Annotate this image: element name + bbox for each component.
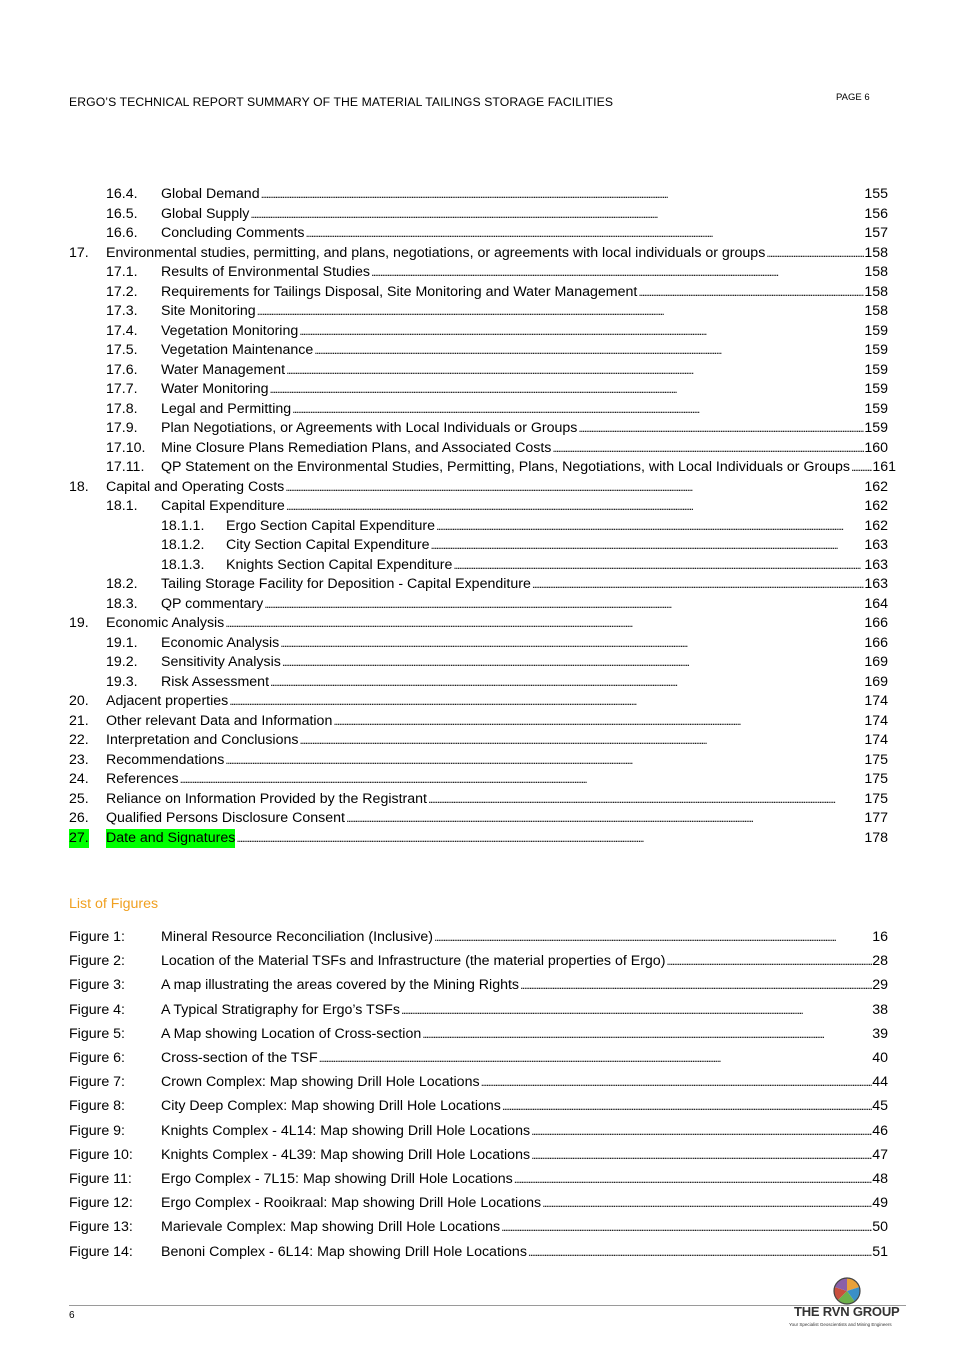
- toc-leader-dots: [577, 419, 864, 438]
- figure-entry-title: A map illustrating the areas covered by the Mining Rights: [161, 977, 520, 994]
- figure-entry-title: Benoni Complex - 6L14: Map showing Drill Hole Locations: [161, 1243, 527, 1260]
- toc-entry-number: 25.: [69, 790, 89, 807]
- toc-leader-dots: [269, 673, 864, 692]
- toc-entry-title: Economic Analysis: [106, 615, 225, 631]
- toc-entry-number: 18.1.2.: [161, 537, 205, 553]
- figure-entry-title: A Typical Stratigraphy for Ergo’s TSFs: [161, 1001, 400, 1018]
- toc-entry-title: Risk Assessment: [161, 673, 270, 690]
- figure-entry-page: 46: [872, 1122, 888, 1139]
- toc-entry-page: 159: [864, 322, 888, 339]
- figure-entry-page: 48: [872, 1171, 888, 1187]
- figure-leader-dots: [519, 976, 872, 995]
- toc-entry[interactable]: [69, 692, 888, 711]
- toc-leader-dots: [370, 263, 864, 282]
- toc-entry[interactable]: [69, 712, 888, 731]
- toc-leader-dots: [228, 692, 864, 711]
- toc-entry-title: Tailing Storage Facility for Deposition - Capital Expenditure: [161, 576, 531, 592]
- toc-leader-dots: [224, 751, 864, 770]
- toc-entry-number: 17.2.: [106, 283, 138, 300]
- toc-entry-page: 162: [864, 517, 888, 534]
- toc-entry[interactable]: [106, 439, 888, 458]
- toc-entry[interactable]: [106, 595, 888, 614]
- toc-entry[interactable]: [106, 283, 888, 302]
- toc-entry-title: Date and Signatures: [106, 829, 236, 846]
- toc-leader-dots: [263, 595, 864, 614]
- toc-entry-page: 175: [864, 771, 888, 787]
- toc-entry-title: City Section Capital Expenditure: [226, 537, 430, 553]
- toc-entry-number: 18.1.3.: [161, 556, 205, 573]
- toc-entry-title: Vegetation Maintenance: [161, 342, 314, 358]
- toc-entry[interactable]: [69, 614, 888, 633]
- toc-entry-page: 163: [864, 537, 888, 553]
- figure-entry-title: Ergo Complex - Rooikraal: Map showing Drill Hole Locations: [161, 1195, 542, 1212]
- toc-entry-number: 24.: [69, 771, 89, 787]
- toc-entry-page: 161: [872, 459, 896, 475]
- figure-entry-label: Figure 10:: [69, 1146, 133, 1163]
- toc-entry-title: Reliance on Information Provided by the Registrant: [106, 790, 427, 807]
- toc-entry-title: Plan Negotiations, or Agreements with Local Individuals or Groups: [161, 420, 578, 436]
- toc-entry-number: 20.: [69, 693, 89, 709]
- toc-entry-page: 177: [864, 810, 888, 826]
- toc-entry-title: Economic Analysis: [161, 634, 280, 651]
- toc-leader-dots: [427, 790, 864, 809]
- figure-entry-page: 28: [872, 953, 888, 970]
- figure-entry[interactable]: [69, 1243, 888, 1262]
- toc-entry-number: 23.: [69, 751, 89, 768]
- figure-entry-title: Ergo Complex - 7L15: Map showing Drill Hole Locations: [161, 1171, 513, 1187]
- toc-entry-number: 16.5.: [106, 205, 138, 222]
- toc-leader-dots: [260, 185, 865, 204]
- toc-leader-dots: [284, 478, 864, 497]
- toc-entry-page: 158: [864, 283, 888, 300]
- figure-entry[interactable]: [69, 1146, 888, 1165]
- toc-entry-page: 155: [864, 186, 888, 202]
- toc-entry-title: Site Monitoring: [161, 303, 256, 319]
- figure-leader-dots: [541, 1194, 872, 1213]
- figure-leader-dots: [513, 1170, 873, 1189]
- toc-leader-dots: [332, 712, 864, 731]
- toc-leader-dots: [235, 829, 864, 848]
- toc-leader-dots: [429, 536, 864, 555]
- figure-entry-title: Cross-section of the TSF: [161, 1050, 318, 1066]
- toc-entry[interactable]: [106, 361, 888, 380]
- toc-entry[interactable]: [106, 575, 888, 594]
- toc-entry-page: 163: [864, 576, 888, 592]
- toc-entry-number: 17.1.: [106, 264, 138, 280]
- toc-entry-number: 18.: [69, 478, 89, 495]
- toc-leader-dots: [435, 517, 864, 536]
- toc-entry-page: 159: [864, 361, 888, 378]
- toc-entry-page: 166: [864, 634, 888, 651]
- toc-entry-title: Capital and Operating Costs: [106, 478, 285, 495]
- figure-entry-label: Figure 1:: [69, 929, 125, 945]
- toc-entry-number: 17.5.: [106, 342, 138, 358]
- toc-entry[interactable]: [106, 205, 888, 224]
- toc-leader-dots: [765, 244, 864, 263]
- figure-leader-dots: [400, 1001, 872, 1020]
- toc-leader-dots: [285, 497, 865, 516]
- figure-entry[interactable]: [69, 1194, 888, 1213]
- figure-entry-title: Location of the Material TSFs and Infrastructure (the material properties of Ergo): [161, 953, 666, 970]
- figure-leader-dots: [480, 1073, 873, 1092]
- toc-entry-number: 17.6.: [106, 361, 138, 378]
- figure-entry-label: Figure 3:: [69, 977, 125, 994]
- toc-entry-title: Vegetation Monitoring: [161, 322, 299, 339]
- toc-leader-dots: [551, 439, 864, 458]
- toc-entry-page: 157: [864, 225, 888, 241]
- figure-entry[interactable]: [69, 1049, 888, 1068]
- toc-entry-page: 158: [864, 244, 888, 261]
- toc-entry-title: Legal and Permitting: [161, 400, 292, 417]
- toc-entry-number: 17.11.: [106, 459, 145, 475]
- toc-entry-number: 17.7.: [106, 381, 138, 397]
- figure-entry-page: 16: [872, 929, 888, 945]
- toc-leader-dots: [298, 731, 864, 750]
- figure-entry-page: 40: [872, 1050, 888, 1066]
- toc-entry[interactable]: [106, 653, 888, 672]
- figure-entry[interactable]: [69, 928, 888, 947]
- toc-leader-dots: [291, 400, 864, 419]
- logo-tagline: Your Specialist Geoscientists and Mining Engineers: [789, 1322, 892, 1327]
- toc-entry-title: Adjacent properties: [106, 693, 229, 709]
- toc-entry-title: Water Monitoring: [161, 381, 269, 397]
- toc-entry-page: 159: [864, 342, 888, 358]
- figure-entry-page: 39: [872, 1025, 888, 1042]
- toc-entry-number: 17.10.: [106, 439, 146, 456]
- toc-entry-number: 17.: [69, 244, 89, 261]
- figure-entry-label: Figure 2:: [69, 953, 125, 970]
- toc-entry[interactable]: [106, 224, 888, 243]
- toc-entry-title: Results of Environmental Studies: [161, 264, 370, 280]
- figure-entry-label: Figure 6:: [69, 1050, 125, 1066]
- toc-entry[interactable]: [106, 673, 888, 692]
- toc-entry-page: 160: [864, 439, 888, 456]
- figure-entry-label: Figure 7:: [69, 1074, 125, 1091]
- toc-entry[interactable]: [106, 302, 888, 321]
- toc-entry-number: 18.1.: [106, 498, 138, 514]
- toc-entry-page: 159: [864, 400, 888, 417]
- toc-entry-title: Capital Expenditure: [161, 498, 285, 514]
- toc-leader-dots: [224, 614, 864, 633]
- toc-entry-title: Water Management: [161, 361, 286, 378]
- toc-entry-title: Knights Section Capital Expenditure: [226, 556, 453, 573]
- figure-entry-page: 50: [872, 1219, 888, 1236]
- figure-entry-label: Figure 5:: [69, 1025, 125, 1042]
- figure-entry-page: 29: [872, 977, 888, 994]
- toc-entry-page: 175: [864, 790, 888, 807]
- figure-entry-page: 38: [872, 1001, 888, 1018]
- toc-entry[interactable]: [69, 244, 888, 263]
- toc-entry-number: 21.: [69, 712, 89, 729]
- toc-entry-page: 174: [864, 693, 888, 709]
- toc-entry-page: 166: [864, 615, 888, 631]
- toc-entry[interactable]: [106, 185, 888, 204]
- toc-entry[interactable]: [69, 731, 888, 750]
- figure-leader-dots: [530, 1146, 872, 1165]
- toc-leader-dots: [850, 458, 872, 477]
- figure-entry-page: 49: [872, 1195, 888, 1212]
- toc-entry[interactable]: [106, 400, 888, 419]
- toc-entry-page: 174: [864, 732, 888, 748]
- toc-entry-page: 159: [864, 420, 888, 436]
- toc-entry-number: 19.1.: [106, 634, 138, 651]
- toc-entry-number: 16.4.: [106, 186, 138, 202]
- figure-entry-label: Figure 8:: [69, 1098, 125, 1115]
- toc-leader-dots: [269, 380, 865, 399]
- figure-entry-title: City Deep Complex: Map showing Drill Hole Locations: [161, 1098, 501, 1115]
- figure-entry-page: 45: [872, 1098, 888, 1115]
- toc-entry[interactable]: [69, 790, 888, 809]
- list-of-figures-heading: List of Figures: [69, 896, 159, 912]
- toc-leader-dots: [452, 556, 864, 575]
- figure-leader-dots: [501, 1097, 872, 1116]
- figure-entry-title: Knights Complex - 4L14: Map showing Drill Hole Locations: [161, 1122, 531, 1139]
- toc-entry-title: References: [106, 771, 179, 787]
- toc-entry[interactable]: [106, 263, 888, 282]
- figure-entry-title: Marievale Complex: Map showing Drill Hole Locations: [161, 1219, 501, 1236]
- toc-entry-title: Interpretation and Conclusions: [106, 732, 299, 748]
- toc-leader-dots: [313, 341, 864, 360]
- figure-entry[interactable]: [69, 1025, 888, 1044]
- toc-leader-dots: [279, 634, 864, 653]
- figure-leader-dots: [318, 1049, 873, 1068]
- toc-entry-title: Sensitivity Analysis: [161, 654, 281, 670]
- toc-entry-title: QP Statement on the Environmental Studies, Permitting, Plans, Negotiations, with Local Individuals or Groups: [161, 459, 850, 475]
- toc-entry-number: 16.6.: [106, 225, 138, 241]
- figure-entry-title: A Map showing Location of Cross-section: [161, 1025, 422, 1042]
- figure-entry-page: 47: [872, 1146, 888, 1163]
- toc-leader-dots: [249, 205, 864, 224]
- toc-entry[interactable]: [161, 517, 888, 536]
- toc-entry-page: 175: [864, 751, 888, 768]
- toc-entry-title: Concluding Comments: [161, 225, 305, 241]
- toc-entry-number: 19.3.: [106, 673, 138, 690]
- toc-entry[interactable]: [106, 497, 888, 516]
- toc-entry-page: 164: [864, 595, 888, 612]
- toc-entry-title: Recommendations: [106, 751, 225, 768]
- toc-entry-number: 17.3.: [106, 303, 138, 319]
- figure-entry[interactable]: [69, 1001, 888, 1020]
- toc-entry[interactable]: [106, 458, 896, 477]
- header-page-label: PAGE 6: [836, 92, 870, 103]
- toc-entry-number: 17.8.: [106, 400, 138, 417]
- figure-entry-label: Figure 4:: [69, 1001, 125, 1018]
- toc-leader-dots: [281, 653, 864, 672]
- toc-entry[interactable]: [161, 556, 888, 575]
- toc-entry-number: 22.: [69, 732, 89, 748]
- toc-leader-dots: [285, 361, 864, 380]
- toc-entry-number: 17.4.: [106, 322, 138, 339]
- toc-entry[interactable]: [69, 829, 888, 848]
- figure-entry-title: Crown Complex: Map showing Drill Hole Locations: [161, 1074, 480, 1091]
- toc-entry-page: 158: [864, 303, 888, 319]
- figure-entry[interactable]: [69, 1097, 888, 1116]
- figure-entry-page: 51: [872, 1243, 888, 1260]
- toc-entry-title: Other relevant Data and Information: [106, 712, 333, 729]
- toc-entry-page: 156: [864, 205, 888, 222]
- logo-name: THE RVN GROUP: [794, 1304, 900, 1319]
- toc-entry[interactable]: [106, 419, 888, 438]
- toc-leader-dots: [345, 809, 864, 828]
- figure-leader-dots: [433, 928, 872, 947]
- figure-entry-label: Figure 12:: [69, 1195, 133, 1212]
- toc-entry-number: 19.: [69, 615, 89, 631]
- figure-leader-dots: [530, 1122, 872, 1141]
- figure-entry-label: Figure 11:: [69, 1171, 132, 1187]
- figure-leader-dots: [500, 1218, 872, 1237]
- figure-entry-label: Figure 13:: [69, 1219, 133, 1236]
- figure-leader-dots: [665, 952, 872, 971]
- toc-entry-number: 18.1.1.: [161, 517, 205, 534]
- footer-page-number: 6: [69, 1310, 75, 1321]
- toc-entry-title: Requirements for Tailings Disposal, Site Monitoring and Water Management: [161, 283, 638, 300]
- toc-entry-page: 162: [864, 478, 888, 495]
- toc-entry-page: 169: [864, 673, 888, 690]
- toc-entry[interactable]: [106, 634, 888, 653]
- toc-entry-page: 158: [864, 264, 888, 280]
- toc-entry-title: Qualified Persons Disclosure Consent: [106, 810, 345, 826]
- toc-entry[interactable]: [106, 322, 888, 341]
- logo-pie-icon: [834, 1278, 860, 1304]
- toc-entry[interactable]: [69, 770, 888, 789]
- toc-leader-dots: [256, 302, 865, 321]
- toc-entry-page: 169: [864, 654, 888, 670]
- figure-entry[interactable]: [69, 1218, 888, 1237]
- toc-entry-title: Ergo Section Capital Expenditure: [226, 517, 435, 534]
- figure-entry[interactable]: [69, 976, 888, 995]
- toc-entry[interactable]: [69, 751, 888, 770]
- toc-leader-dots: [298, 322, 864, 341]
- toc-entry-page: 163: [864, 556, 888, 573]
- toc-entry-title: Global Supply: [161, 205, 250, 222]
- figure-entry[interactable]: [69, 1073, 888, 1092]
- toc-entry[interactable]: [69, 478, 888, 497]
- toc-entry-title: Mine Closure Plans Remediation Plans, and Associated Costs: [161, 439, 552, 456]
- toc-entry-page: 178: [864, 829, 888, 846]
- toc-entry-page: 162: [864, 498, 888, 514]
- toc-entry-number: 26.: [69, 810, 89, 826]
- toc-entry-title: QP commentary: [161, 595, 264, 612]
- toc-entry-number: 17.9.: [106, 420, 138, 436]
- toc-entry[interactable]: [106, 341, 888, 360]
- toc-entry-number: 18.3.: [106, 595, 138, 612]
- figure-leader-dots: [421, 1025, 872, 1044]
- toc-entry-title: Global Demand: [161, 186, 260, 202]
- figure-entry[interactable]: [69, 952, 888, 971]
- toc-entry[interactable]: [161, 536, 888, 555]
- figure-entry-title: Knights Complex - 4L39: Map showing Drill Hole Locations: [161, 1146, 531, 1163]
- toc-entry-page: 159: [864, 381, 888, 397]
- toc-entry[interactable]: [69, 809, 888, 828]
- figure-entry[interactable]: [69, 1122, 888, 1141]
- toc-entry-number: 18.2.: [106, 576, 138, 592]
- toc-leader-dots: [179, 770, 865, 789]
- figure-entry-label: Figure 14:: [69, 1243, 133, 1260]
- toc-entry-number: 27.: [69, 829, 89, 846]
- toc-entry[interactable]: [106, 380, 888, 399]
- figure-entry-page: 44: [872, 1074, 888, 1091]
- figure-entry-title: Mineral Resource Reconciliation (Inclusive): [161, 929, 434, 945]
- toc-leader-dots: [305, 224, 865, 243]
- footer-divider: [69, 1305, 906, 1306]
- toc-leader-dots: [637, 283, 864, 302]
- figure-entry-label: Figure 9:: [69, 1122, 125, 1139]
- report-header-title: ERGO’S TECHNICAL REPORT SUMMARY OF THE MATERIAL TAILINGS STORAGE FACILITIES: [69, 95, 614, 109]
- figure-leader-dots: [527, 1243, 872, 1262]
- figure-entry[interactable]: [69, 1170, 888, 1189]
- toc-entry-page: 174: [864, 712, 888, 729]
- toc-leader-dots: [531, 575, 864, 594]
- toc-entry-number: 19.2.: [106, 654, 138, 670]
- toc-entry-title: Environmental studies, permitting, and plans, negotiations, or agreements with local individuals or groups: [106, 244, 766, 261]
